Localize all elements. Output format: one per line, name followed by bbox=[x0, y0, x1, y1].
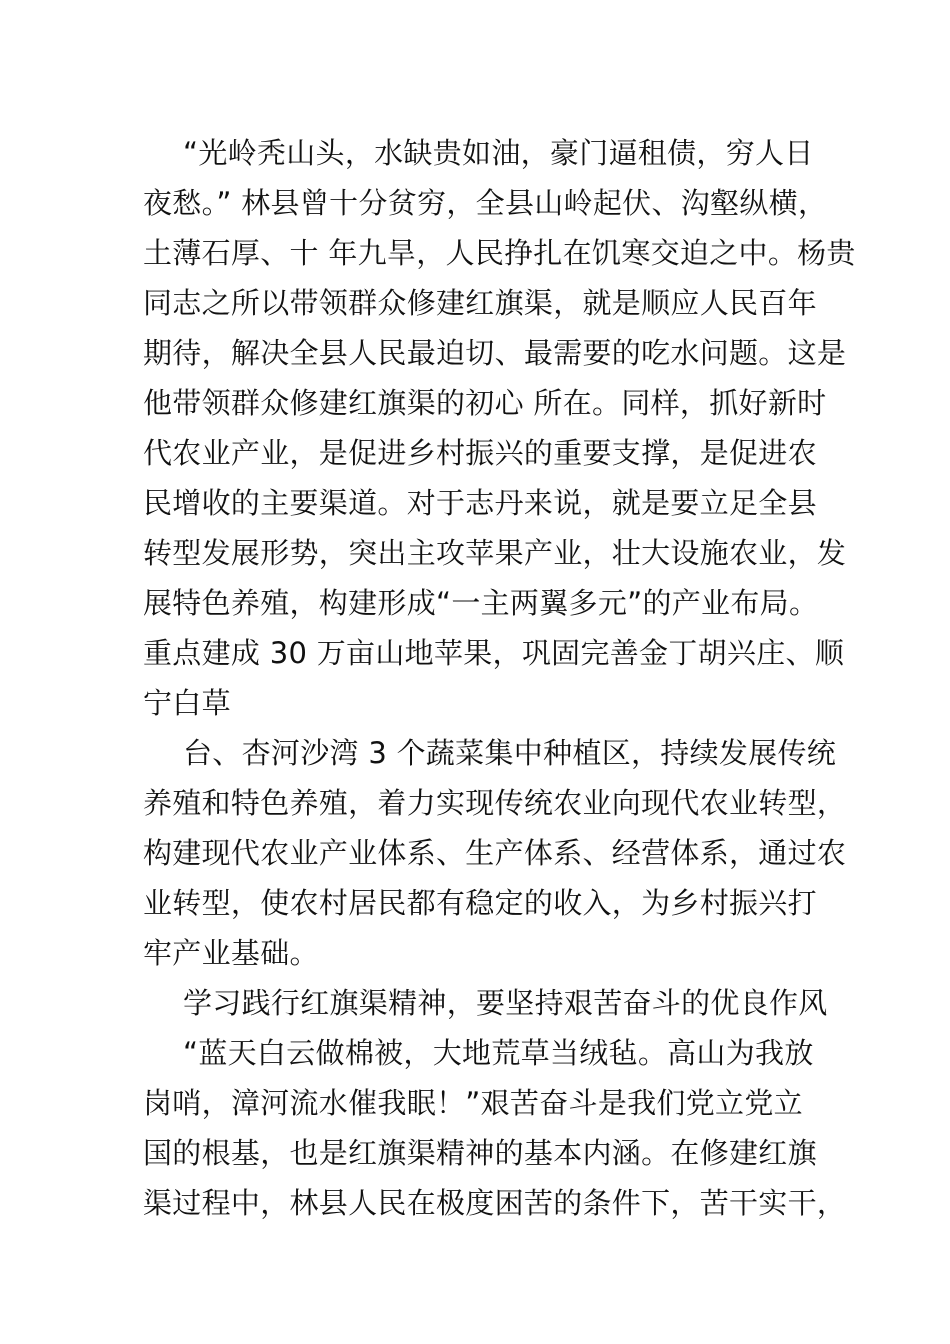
text-line: 他带领群众修建红旗渠的初心 所在。同样，抓好新时 bbox=[143, 386, 827, 420]
text-line: 期待，解决全县人民最迫切、最需要的吃水问题。这是 bbox=[143, 336, 847, 370]
text-line: 岗哨，漳河流水催我眠！”艰苦奋斗是我们党立党立 bbox=[143, 1086, 803, 1120]
text-line: 同志之所以带领群众修建红旗渠，就是顺应人民百年 bbox=[143, 286, 817, 320]
text-line: 宁白草 bbox=[143, 686, 231, 720]
text-line: “蓝天白云做棉被，大地荒草当绒毡。高山为我放 bbox=[183, 1036, 814, 1070]
text-line: 养殖和特色养殖，着力实现传统农业向现代农业转型， bbox=[143, 786, 847, 820]
text-line: 民增收的主要渠道。对于志丹来说，就是要立足全县 bbox=[143, 486, 817, 520]
text-line: 构建现代农业产业体系、生产体系、经营体系，通过农 bbox=[143, 836, 847, 870]
text-line: 代农业产业，是促进乡村振兴的重要支撑，是促进农 bbox=[143, 436, 817, 470]
text-line: 展特色养殖，构建形成“一主两翼多元”的产业布局。 bbox=[143, 586, 819, 620]
text-line: 夜愁。” 林县曾十分贫穷，全县山岭起伏、沟壑纵横， bbox=[143, 186, 828, 220]
text-line: 转型发展形势，突出主攻苹果产业，壮大设施农业，发 bbox=[143, 536, 847, 570]
text-line: 土薄石厚、十 年九旱，人民挣扎在饥寒交迫之中。杨贵 bbox=[143, 236, 856, 270]
text-line: 牢产业基础。 bbox=[143, 936, 319, 970]
text-line: 台、杏河沙湾 3 个蔬菜集中种植区，持续发展传统 bbox=[183, 736, 837, 770]
section-heading: 学习践行红旗渠精神，要坚持艰苦奋斗的优良作风 bbox=[183, 986, 828, 1020]
text-line: 重点建成 30 万亩山地苹果，巩固完善金丁胡兴庄、顺 bbox=[143, 636, 845, 670]
text-line: 国的根基，也是红旗渠精神的基本内涵。在修建红旗 bbox=[143, 1136, 817, 1170]
text-line: 业转型，使农村居民都有稳定的收入，为乡村振兴打 bbox=[143, 886, 817, 920]
text-line: “光岭秃山头，水缺贵如油，豪门逼租债，穷人日 bbox=[183, 136, 814, 170]
text-line: 渠过程中，林县人民在极度困苦的条件下，苦干实干， bbox=[143, 1186, 847, 1220]
